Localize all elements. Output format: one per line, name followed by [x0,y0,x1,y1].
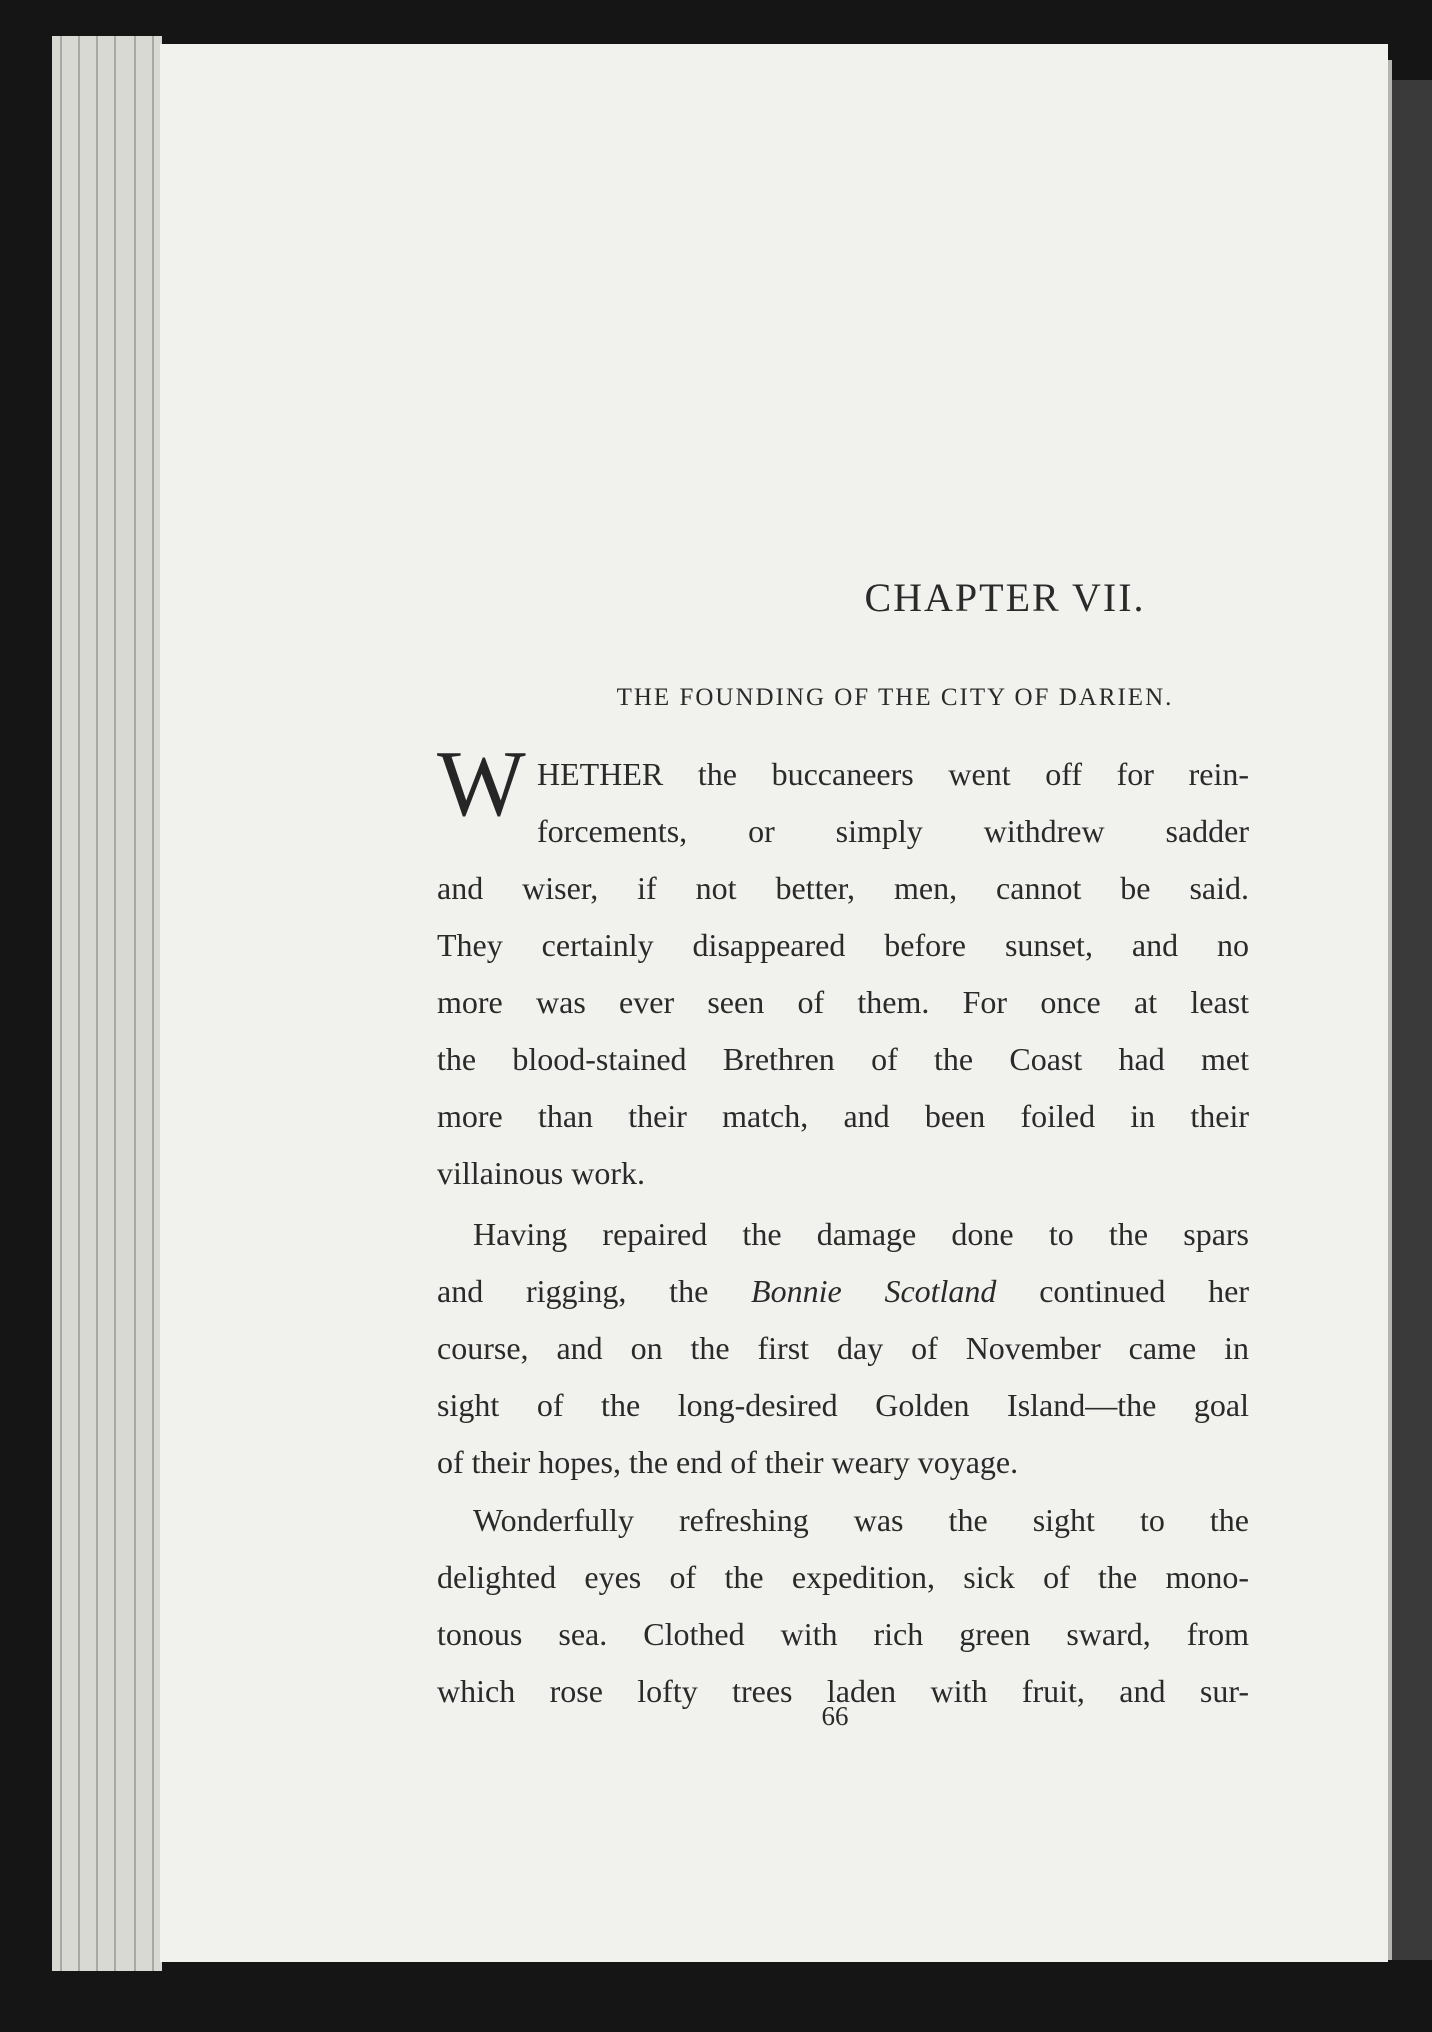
text-line: delighted eyes of the expedition, sick of the mono- [437,1559,1249,1595]
text-fragment: continued her [996,1273,1249,1309]
page-edge-line [96,36,98,1971]
text-line: Wonderfully refreshing was the sight to the [473,1502,1249,1538]
text-line: more was ever seen of them. For once at least [437,984,1249,1020]
page-number: 66 [821,1701,849,1731]
text-line: sight of the long-desired Golden Island—the goal [437,1387,1249,1423]
chapter-subtitle: THE FOUNDING OF THE CITY OF DARIEN. [616,684,1174,711]
text-line: forcements, or simply withdrew sadder [537,813,1249,849]
text-line: of their hopes, the end of their weary voyage. [437,1444,1019,1480]
page-stack-edge [52,36,162,1971]
text-line: tonous sea. Clothed with rich green sward, from [437,1616,1249,1652]
text-line: more than their match, and been foiled in their [437,1098,1249,1134]
page-edge-line [134,36,136,1971]
page-edge-line [114,36,116,1971]
text-line: course, and on the first day of November came in [437,1330,1249,1366]
chapter-heading: CHAPTER VII. [864,575,1146,620]
text-line: villainous work. [437,1155,645,1191]
paragraph-3 [437,1492,1249,1720]
page-edge-line [78,36,80,1971]
ship-name: Bonnie Scotland [751,1273,997,1309]
book-page [160,44,1388,1962]
drop-cap: W [437,732,526,836]
text-line: HETHER the buccaneers went off for rein- [537,756,1249,792]
paragraph-2 [437,1206,1249,1491]
text-fragment: and rigging, the [437,1273,752,1309]
text-line: the blood-stained Brethren of the Coast had met [437,1041,1249,1077]
page-edge-line [60,36,62,1971]
text-line: which rose lofty trees laden with fruit, and sur- [437,1673,1249,1709]
page-edge-line [152,36,154,1971]
text-line: They certainly disappeared before sunset, and no [437,927,1249,963]
text-line: Having repaired the damage done to the spars [473,1216,1249,1252]
paragraph-1 [437,746,1249,1202]
text-line [437,1263,1249,1320]
text-line: and wiser, if not better, men, cannot be said. [437,870,1249,906]
facing-page-edge [1388,80,1432,1960]
